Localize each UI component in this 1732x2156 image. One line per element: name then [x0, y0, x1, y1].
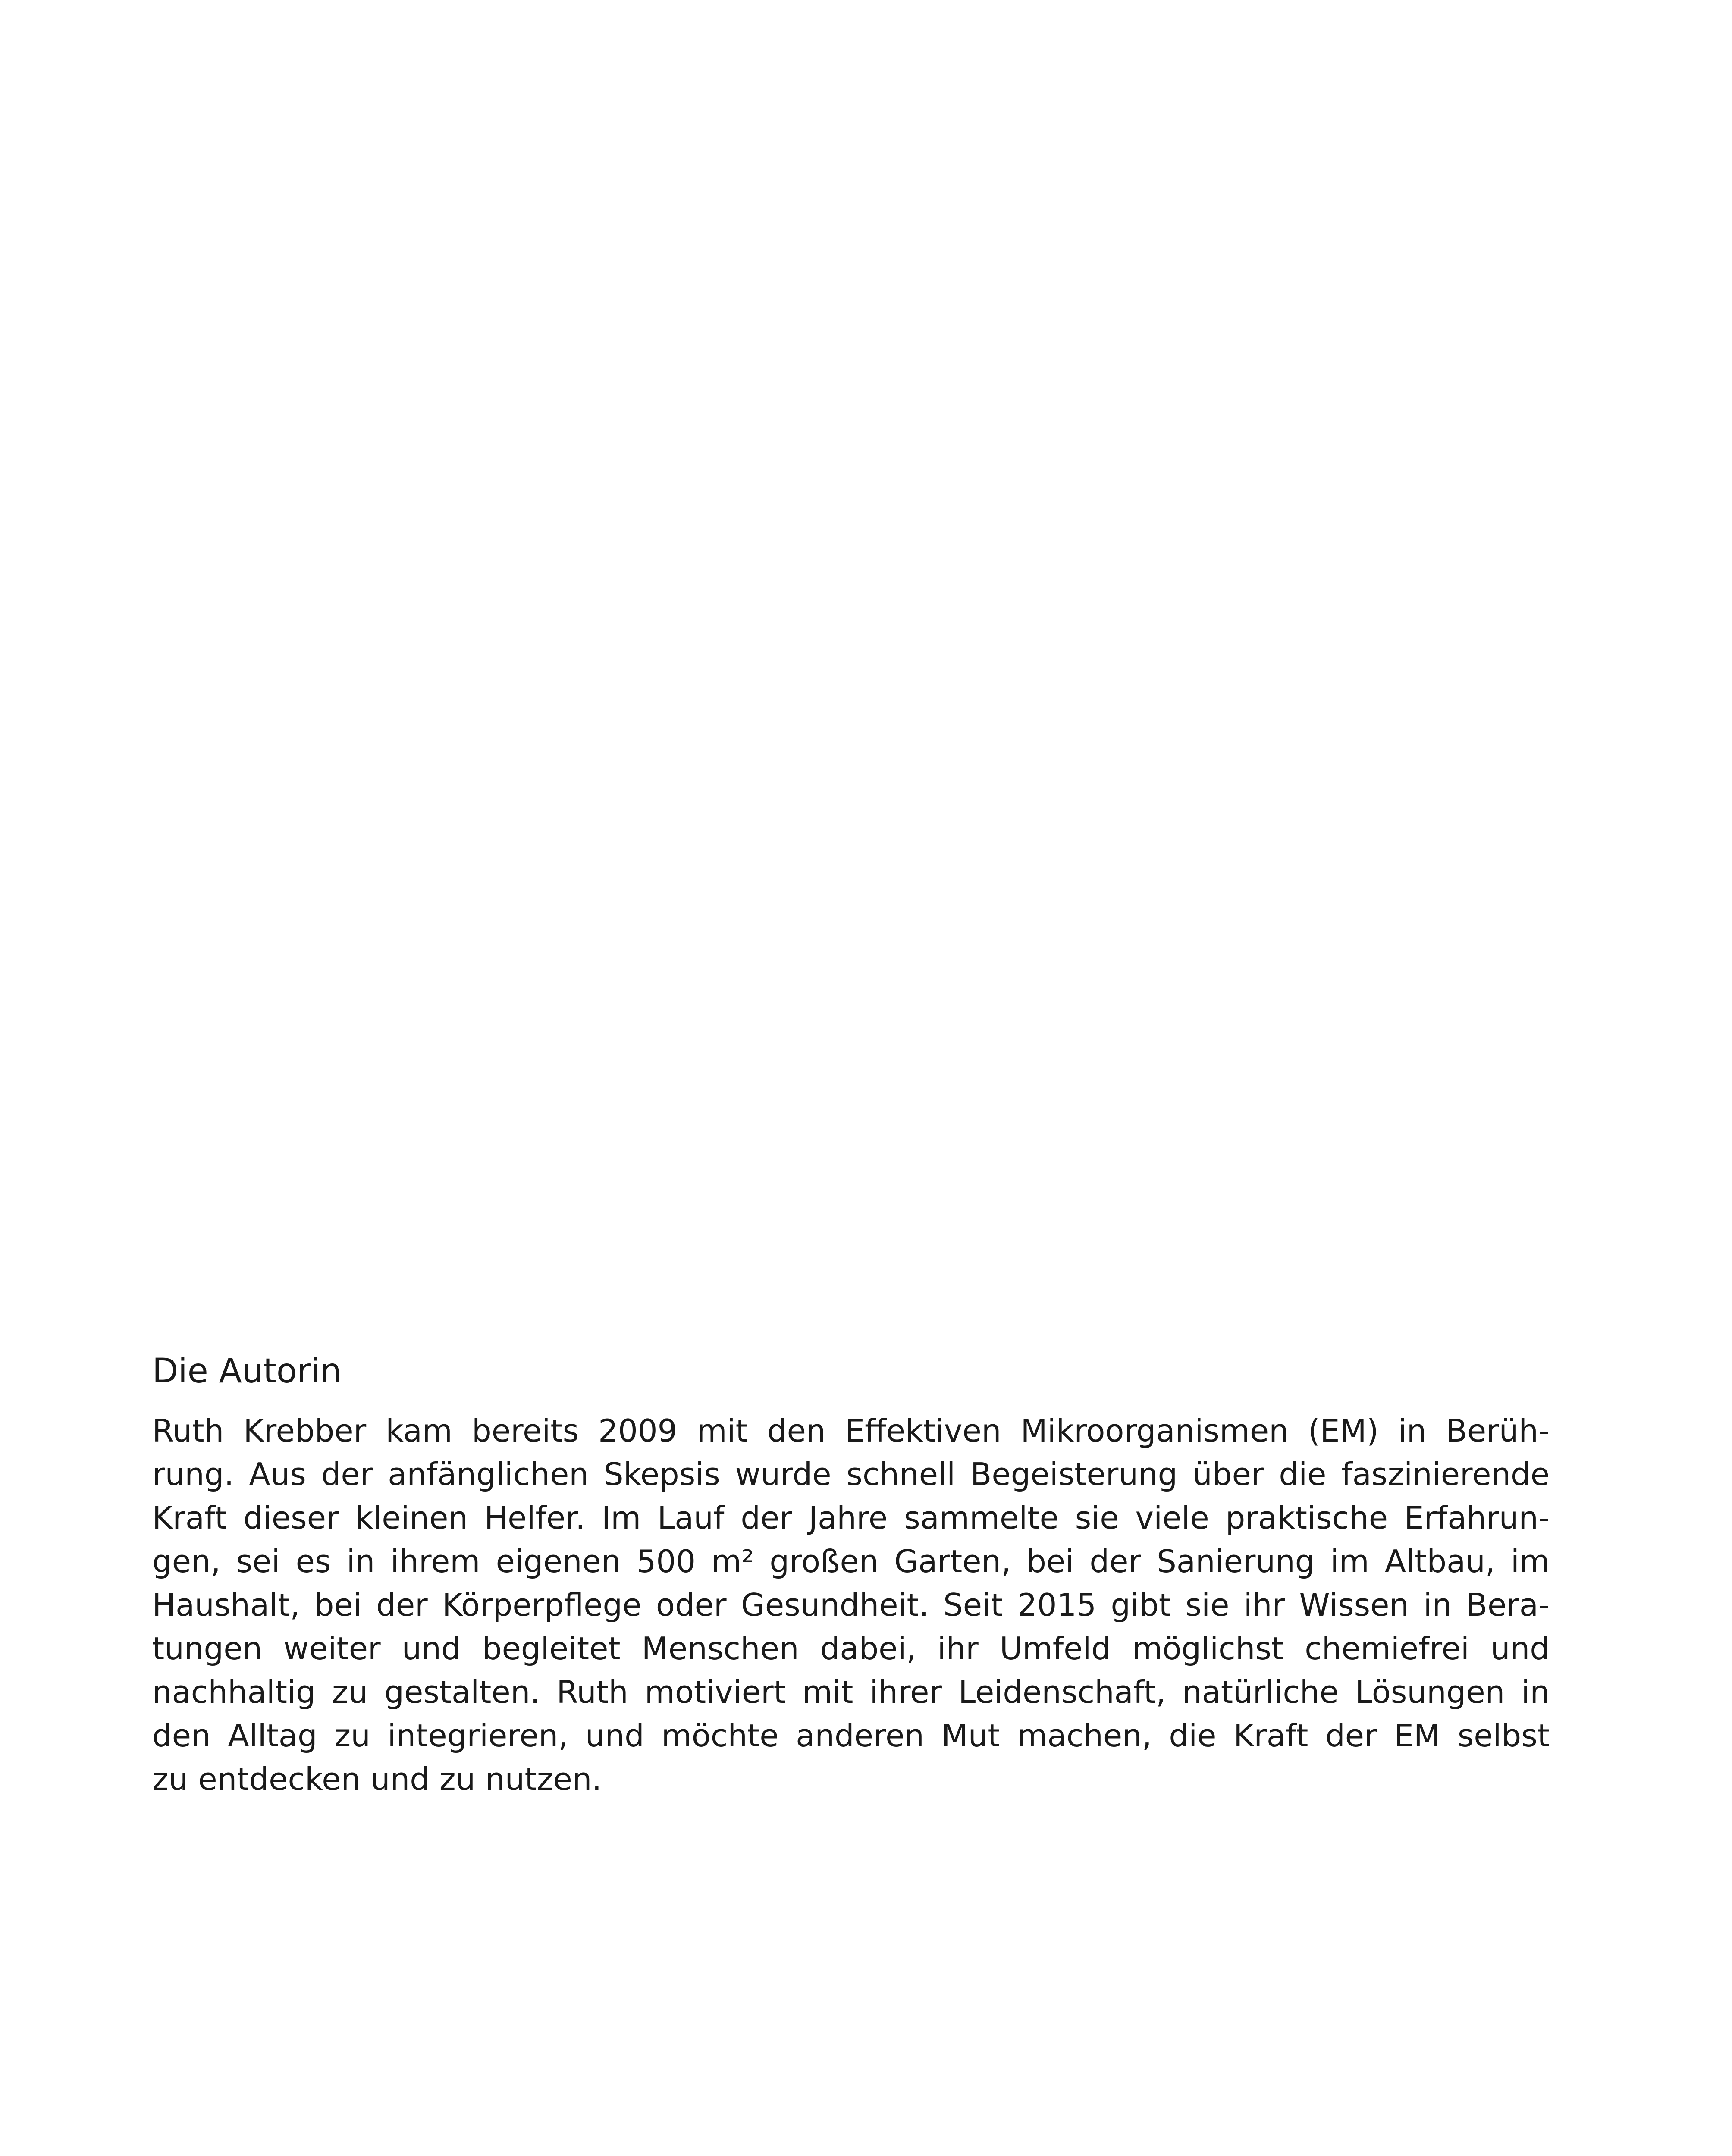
author-bio-paragraph [152, 1409, 1550, 1801]
bio-line: Ruth Krebber kam bereits 2009 mit den Effektiven Mikroorganismen (EM) in Berüh- [152, 1413, 1550, 1449]
bio-line: tungen weiter und begleitet Menschen dabei, ihr Umfeld möglichst chemiefrei und [152, 1630, 1550, 1667]
bio-line: gen, sei es in ihrem eigenen 500 m² großen Garten, bei der Sanierung im Altbau, im [152, 1543, 1550, 1579]
section-heading: Die Autorin [152, 1352, 342, 1391]
bio-line: nachhaltig zu gestalten. Ruth motiviert mit ihrer Leidenschaft, natürliche Lösungen in [152, 1674, 1550, 1710]
author-bio-section [152, 1350, 1550, 1801]
bio-line: zu entdecken und zu nutzen. [152, 1761, 602, 1797]
bio-line: Kraft dieser kleinen Helfer. Im Lauf der Jahre sammelte sie viele praktische Erfahrun- [152, 1500, 1550, 1536]
bio-line: Haushalt, bei der Körperpflege oder Gesundheit. Seit 2015 gibt sie ihr Wissen in Bera- [152, 1587, 1550, 1623]
bio-line: den Alltag zu integrieren, und möchte anderen Mut machen, die Kraft der EM selbst [152, 1717, 1550, 1754]
bio-line: rung. Aus der anfänglichen Skepsis wurde schnell Begeisterung über die faszinierende [152, 1456, 1550, 1492]
